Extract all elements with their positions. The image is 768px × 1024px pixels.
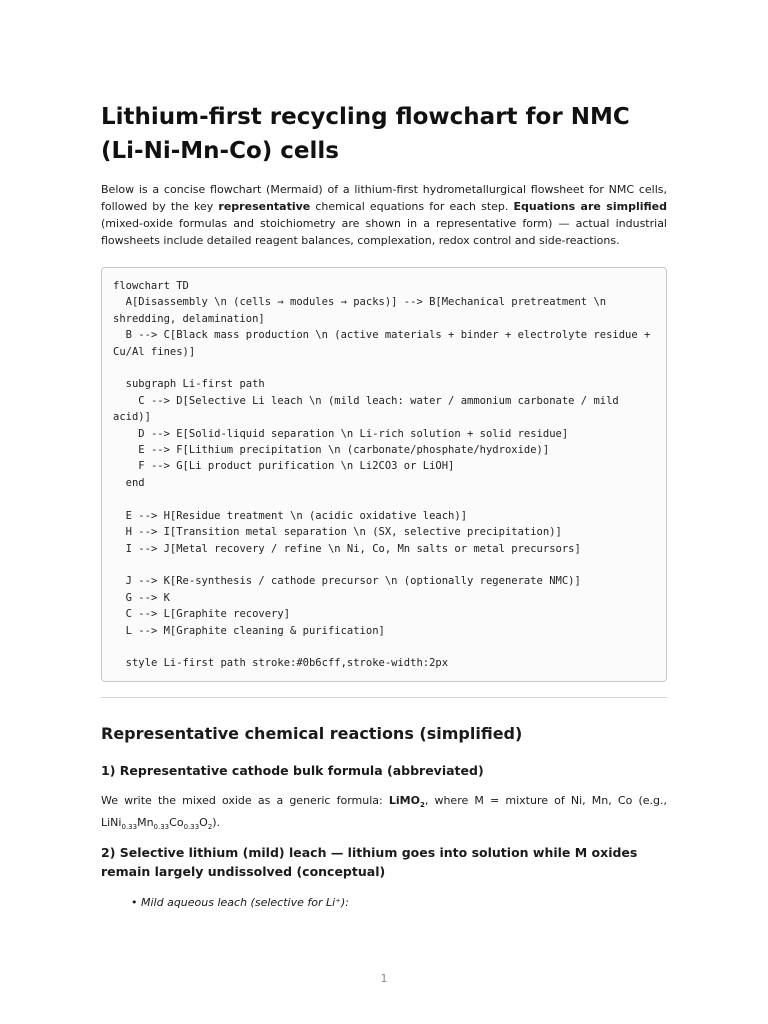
mermaid-code-block [101, 267, 667, 682]
formula-text: , where M = mixture of Ni, Mn, Co (e.g., LiNi [101, 794, 667, 830]
formula-text: Mn [137, 816, 154, 830]
intro-bold-representative: representative [218, 200, 311, 213]
formula-subscript: 0.33 [183, 823, 200, 832]
subsection-heading-2: 2) Selective lithium (mild) leach — lithium goes into solution while M oxides remain largely undissolved (conceptual) [101, 845, 638, 879]
bullet-mark: • [131, 896, 138, 909]
formula-text: O [199, 816, 208, 830]
document-title: Lithium-first recycling flowchart for NMC (Li-Ni-Mn-Co) cells [101, 104, 630, 164]
formula-paragraph [101, 792, 667, 836]
section-divider [101, 697, 667, 698]
page-number: 1 [380, 972, 388, 985]
intro-paragraph [101, 181, 667, 249]
section-heading: Representative chemical reactions (simplified) [101, 724, 523, 743]
formula-subscript: 0.33 [121, 823, 138, 832]
formula-subscript: 2 [419, 801, 425, 810]
formula-text: Co [169, 816, 184, 830]
bullet-text: Mild aqueous leach (selective for Li⁺): [141, 896, 349, 909]
formula-text: ). [212, 816, 221, 830]
formula-main: LiMO [388, 794, 420, 807]
formula-subscript: 2 [207, 823, 213, 832]
mermaid-code: flowchart TD A[Disassembly \n (cells → modules → packs)] --> B[Mechanical pretreatment \n shredding, delamination] B --> C[Black mass production \n (active materials + binder + electrolyte residue + Cu/Al fines)] subgraph Li-first path C --> D[Selective Li leach \n (mild leach: water / ammonium carbonate / mild acid)] D --> E[Solid-liquid separation \n Li-rich solution + solid residue] E --> F[Lithium precipitation \n (carbonate/phosphate/hydroxide)] F --> G[Li product purification \n Li2CO3 or LiOH] end E --> H[Residue treatment \n (acidic oxidative leach)] H --> I[Transition metal separation \n (SX, selective precipitation)] I --> J[Metal recovery / refine \n Ni, Co, Mn salts or metal precursors] J --> K[Re-synthesis / cathode precursor \n (optionally regenerate NMC)] G --> K C --> L[Graphite recovery] L --> M[Graphite cleaning & purification] style Li-first path stroke:#0b6cff,stroke-width:2px [113, 280, 651, 670]
intro-text: chemical equations for each step. [310, 200, 514, 213]
formula-text: We write the mixed oxide as a generic formula: [101, 794, 389, 807]
intro-text: (mixed-oxide formulas and stoichiometry are shown in a representative form) — actual industrial flowsheets include detailed reagent balances, complexation, redox control and side-reactions. [101, 217, 667, 247]
intro-bold-simplified: Equations are simplified [513, 200, 667, 213]
subsection-heading-1: 1) Representative cathode bulk formula (abbreviated) [101, 763, 484, 778]
intro-text: Below is a concise flowchart (Mermaid) of a lithium-first hydrometallurgical flowsheet for NMC cells, followed by the key [101, 183, 667, 213]
formula-limo2 [388, 794, 425, 810]
formula-subscript: 0.33 [153, 823, 170, 832]
bullet-item [131, 894, 349, 911]
